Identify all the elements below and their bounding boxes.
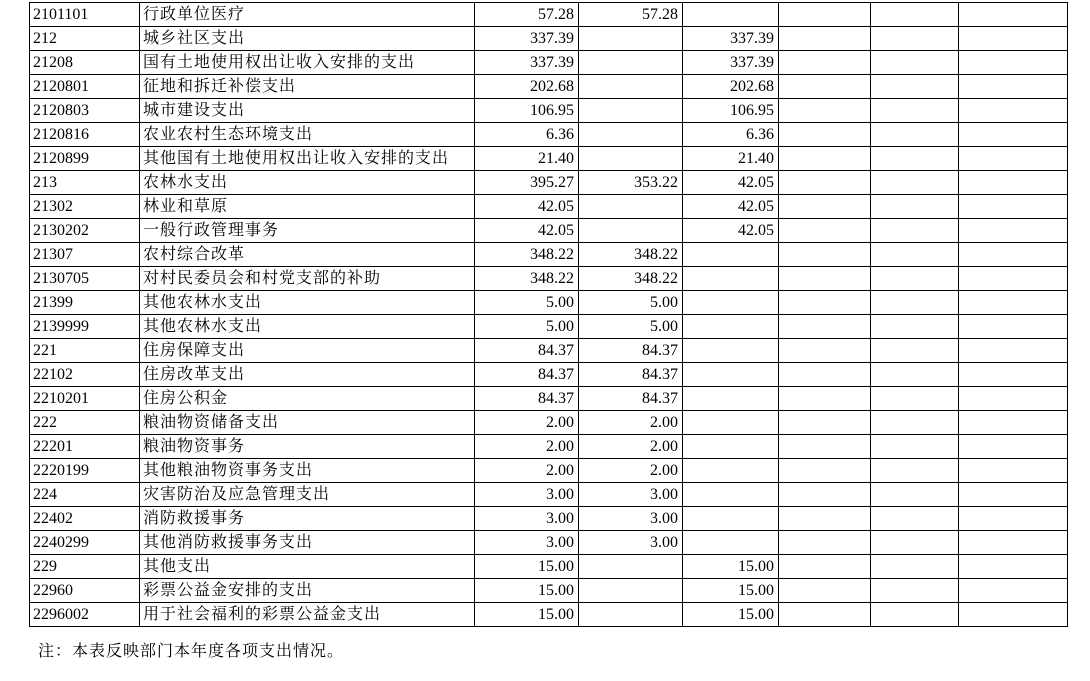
empty-cell (871, 123, 959, 147)
empty-cell (871, 363, 959, 387)
empty-cell (779, 51, 871, 75)
project-expenditure-cell: 42.05 (683, 195, 779, 219)
empty-cell (871, 195, 959, 219)
basic-expenditure-cell (579, 147, 683, 171)
empty-cell (959, 51, 1068, 75)
table-row (30, 123, 1068, 147)
project-expenditure-cell (683, 339, 779, 363)
subject-name-cell: 林业和草原 (140, 195, 475, 219)
project-expenditure-cell: 15.00 (683, 555, 779, 579)
basic-expenditure-cell: 5.00 (579, 315, 683, 339)
subject-name-cell: 住房公积金 (140, 387, 475, 411)
basic-expenditure-cell: 57.28 (579, 3, 683, 27)
table-row (30, 435, 1068, 459)
empty-cell (871, 483, 959, 507)
empty-cell (871, 267, 959, 291)
empty-cell (871, 555, 959, 579)
subject-code-cell: 2101101 (30, 3, 140, 27)
table-row (30, 579, 1068, 603)
total-amount-cell: 348.22 (475, 243, 579, 267)
subject-name-cell: 其他农林水支出 (140, 291, 475, 315)
total-amount-cell: 84.37 (475, 339, 579, 363)
empty-cell (871, 339, 959, 363)
total-amount-cell: 15.00 (475, 555, 579, 579)
subject-code-cell: 21307 (30, 243, 140, 267)
subject-code-cell: 2220199 (30, 459, 140, 483)
total-amount-cell: 395.27 (475, 171, 579, 195)
project-expenditure-cell: 42.05 (683, 219, 779, 243)
total-amount-cell: 3.00 (475, 483, 579, 507)
total-amount-cell: 202.68 (475, 75, 579, 99)
subject-code-cell: 2120816 (30, 123, 140, 147)
subject-code-cell: 2120899 (30, 147, 140, 171)
empty-cell (779, 243, 871, 267)
basic-expenditure-cell: 2.00 (579, 435, 683, 459)
project-expenditure-cell: 15.00 (683, 579, 779, 603)
table-row (30, 555, 1068, 579)
subject-code-cell: 2240299 (30, 531, 140, 555)
empty-cell (959, 387, 1068, 411)
subject-code-cell: 2130705 (30, 267, 140, 291)
total-amount-cell: 106.95 (475, 99, 579, 123)
empty-cell (871, 459, 959, 483)
subject-code-cell: 2139999 (30, 315, 140, 339)
subject-name-cell: 国有土地使用权出让收入安排的支出 (140, 51, 475, 75)
empty-cell (871, 243, 959, 267)
basic-expenditure-cell: 3.00 (579, 531, 683, 555)
total-amount-cell: 21.40 (475, 147, 579, 171)
basic-expenditure-cell: 84.37 (579, 387, 683, 411)
subject-name-cell: 粮油物资储备支出 (140, 411, 475, 435)
subject-code-cell: 2120801 (30, 75, 140, 99)
empty-cell (871, 3, 959, 27)
empty-cell (959, 555, 1068, 579)
subject-code-cell: 212 (30, 27, 140, 51)
basic-expenditure-cell: 5.00 (579, 291, 683, 315)
basic-expenditure-cell (579, 75, 683, 99)
project-expenditure-cell: 6.36 (683, 123, 779, 147)
empty-cell (959, 507, 1068, 531)
table-row (30, 195, 1068, 219)
table-row (30, 147, 1068, 171)
total-amount-cell: 337.39 (475, 51, 579, 75)
project-expenditure-cell (683, 387, 779, 411)
subject-code-cell: 222 (30, 411, 140, 435)
empty-cell (779, 195, 871, 219)
basic-expenditure-cell (579, 579, 683, 603)
basic-expenditure-cell: 2.00 (579, 459, 683, 483)
empty-cell (959, 195, 1068, 219)
basic-expenditure-cell: 84.37 (579, 363, 683, 387)
project-expenditure-cell (683, 483, 779, 507)
table-row (30, 219, 1068, 243)
subject-name-cell: 其他粮油物资事务支出 (140, 459, 475, 483)
empty-cell (959, 75, 1068, 99)
subject-name-cell: 其他农林水支出 (140, 315, 475, 339)
project-expenditure-cell (683, 507, 779, 531)
expenditure-sheet (29, 2, 1068, 627)
project-expenditure-cell (683, 435, 779, 459)
table-row (30, 603, 1068, 627)
table-row (30, 99, 1068, 123)
empty-cell (871, 291, 959, 315)
project-expenditure-cell (683, 315, 779, 339)
empty-cell (779, 603, 871, 627)
empty-cell (959, 147, 1068, 171)
subject-name-cell: 其他国有土地使用权出让收入安排的支出 (140, 147, 475, 171)
empty-cell (959, 267, 1068, 291)
empty-cell (959, 339, 1068, 363)
subject-code-cell: 2210201 (30, 387, 140, 411)
subject-code-cell: 213 (30, 171, 140, 195)
empty-cell (779, 27, 871, 51)
empty-cell (779, 291, 871, 315)
empty-cell (779, 483, 871, 507)
subject-name-cell: 住房改革支出 (140, 363, 475, 387)
total-amount-cell: 5.00 (475, 315, 579, 339)
total-amount-cell: 84.37 (475, 363, 579, 387)
project-expenditure-cell: 15.00 (683, 603, 779, 627)
table-row (30, 483, 1068, 507)
empty-cell (871, 219, 959, 243)
empty-cell (871, 27, 959, 51)
project-expenditure-cell: 21.40 (683, 147, 779, 171)
empty-cell (959, 459, 1068, 483)
basic-expenditure-cell (579, 51, 683, 75)
empty-cell (959, 243, 1068, 267)
subject-name-cell: 城乡社区支出 (140, 27, 475, 51)
project-expenditure-cell (683, 531, 779, 555)
table-row (30, 507, 1068, 531)
empty-cell (779, 75, 871, 99)
empty-cell (779, 387, 871, 411)
basic-expenditure-cell: 3.00 (579, 507, 683, 531)
table-row (30, 243, 1068, 267)
empty-cell (871, 99, 959, 123)
subject-name-cell: 用于社会福利的彩票公益金支出 (140, 603, 475, 627)
basic-expenditure-cell (579, 555, 683, 579)
table-row (30, 387, 1068, 411)
empty-cell (871, 171, 959, 195)
empty-cell (959, 99, 1068, 123)
table-row (30, 267, 1068, 291)
basic-expenditure-cell (579, 27, 683, 51)
subject-code-cell: 221 (30, 339, 140, 363)
empty-cell (779, 435, 871, 459)
subject-name-cell: 农村综合改革 (140, 243, 475, 267)
basic-expenditure-cell: 3.00 (579, 483, 683, 507)
table-footnote: 注：本表反映部门本年度各项支出情况。 (38, 643, 345, 660)
subject-name-cell: 对村民委员会和村党支部的补助 (140, 267, 475, 291)
basic-expenditure-cell: 2.00 (579, 411, 683, 435)
empty-cell (779, 99, 871, 123)
subject-name-cell: 农业农村生态环境支出 (140, 123, 475, 147)
total-amount-cell: 337.39 (475, 27, 579, 51)
table-row (30, 291, 1068, 315)
basic-expenditure-cell: 348.22 (579, 267, 683, 291)
total-amount-cell: 5.00 (475, 291, 579, 315)
subject-code-cell: 21302 (30, 195, 140, 219)
table-row (30, 3, 1068, 27)
empty-cell (959, 3, 1068, 27)
project-expenditure-cell (683, 3, 779, 27)
basic-expenditure-cell (579, 195, 683, 219)
subject-name-cell: 住房保障支出 (140, 339, 475, 363)
empty-cell (959, 363, 1068, 387)
total-amount-cell: 2.00 (475, 411, 579, 435)
total-amount-cell: 3.00 (475, 507, 579, 531)
expenditure-table (29, 2, 1068, 627)
table-row (30, 171, 1068, 195)
empty-cell (871, 531, 959, 555)
total-amount-cell: 42.05 (475, 219, 579, 243)
empty-cell (779, 147, 871, 171)
empty-cell (871, 435, 959, 459)
empty-cell (871, 579, 959, 603)
subject-code-cell: 22201 (30, 435, 140, 459)
subject-name-cell: 征地和拆迁补偿支出 (140, 75, 475, 99)
empty-cell (959, 315, 1068, 339)
empty-cell (871, 387, 959, 411)
empty-cell (779, 579, 871, 603)
table-row (30, 531, 1068, 555)
empty-cell (871, 147, 959, 171)
basic-expenditure-cell (579, 219, 683, 243)
total-amount-cell: 6.36 (475, 123, 579, 147)
table-body (30, 3, 1068, 627)
project-expenditure-cell (683, 411, 779, 435)
empty-cell (871, 315, 959, 339)
empty-cell (959, 603, 1068, 627)
empty-cell (959, 123, 1068, 147)
table-row (30, 51, 1068, 75)
total-amount-cell: 348.22 (475, 267, 579, 291)
project-expenditure-cell (683, 291, 779, 315)
subject-code-cell: 229 (30, 555, 140, 579)
empty-cell (779, 363, 871, 387)
empty-cell (871, 411, 959, 435)
empty-cell (959, 579, 1068, 603)
subject-name-cell: 粮油物资事务 (140, 435, 475, 459)
total-amount-cell: 2.00 (475, 435, 579, 459)
empty-cell (871, 507, 959, 531)
empty-cell (779, 459, 871, 483)
subject-name-cell: 城市建设支出 (140, 99, 475, 123)
project-expenditure-cell: 337.39 (683, 51, 779, 75)
subject-name-cell: 彩票公益金安排的支出 (140, 579, 475, 603)
project-expenditure-cell: 337.39 (683, 27, 779, 51)
subject-name-cell: 农林水支出 (140, 171, 475, 195)
project-expenditure-cell (683, 243, 779, 267)
total-amount-cell: 2.00 (475, 459, 579, 483)
subject-code-cell: 22102 (30, 363, 140, 387)
empty-cell (779, 315, 871, 339)
basic-expenditure-cell (579, 123, 683, 147)
empty-cell (959, 171, 1068, 195)
subject-code-cell: 22402 (30, 507, 140, 531)
empty-cell (779, 3, 871, 27)
subject-code-cell: 21208 (30, 51, 140, 75)
empty-cell (959, 531, 1068, 555)
empty-cell (779, 219, 871, 243)
table-row (30, 315, 1068, 339)
subject-code-cell: 21399 (30, 291, 140, 315)
empty-cell (959, 27, 1068, 51)
empty-cell (779, 531, 871, 555)
total-amount-cell: 3.00 (475, 531, 579, 555)
basic-expenditure-cell: 348.22 (579, 243, 683, 267)
table-row (30, 459, 1068, 483)
empty-cell (871, 51, 959, 75)
table-row (30, 339, 1068, 363)
basic-expenditure-cell: 353.22 (579, 171, 683, 195)
empty-cell (871, 603, 959, 627)
subject-code-cell: 224 (30, 483, 140, 507)
basic-expenditure-cell (579, 603, 683, 627)
subject-name-cell: 灾害防治及应急管理支出 (140, 483, 475, 507)
empty-cell (959, 483, 1068, 507)
total-amount-cell: 42.05 (475, 195, 579, 219)
subject-name-cell: 其他消防救援事务支出 (140, 531, 475, 555)
empty-cell (959, 435, 1068, 459)
project-expenditure-cell: 106.95 (683, 99, 779, 123)
total-amount-cell: 84.37 (475, 387, 579, 411)
project-expenditure-cell (683, 459, 779, 483)
project-expenditure-cell: 202.68 (683, 75, 779, 99)
empty-cell (779, 555, 871, 579)
project-expenditure-cell (683, 363, 779, 387)
table-row (30, 363, 1068, 387)
empty-cell (871, 75, 959, 99)
subject-code-cell: 22960 (30, 579, 140, 603)
basic-expenditure-cell: 84.37 (579, 339, 683, 363)
subject-name-cell: 其他支出 (140, 555, 475, 579)
subject-code-cell: 2130202 (30, 219, 140, 243)
table-row (30, 411, 1068, 435)
subject-name-cell: 行政单位医疗 (140, 3, 475, 27)
empty-cell (779, 411, 871, 435)
project-expenditure-cell: 42.05 (683, 171, 779, 195)
total-amount-cell: 15.00 (475, 579, 579, 603)
empty-cell (959, 291, 1068, 315)
total-amount-cell: 57.28 (475, 3, 579, 27)
subject-name-cell: 消防救援事务 (140, 507, 475, 531)
basic-expenditure-cell (579, 99, 683, 123)
project-expenditure-cell (683, 267, 779, 291)
empty-cell (779, 507, 871, 531)
table-row (30, 27, 1068, 51)
empty-cell (959, 411, 1068, 435)
subject-code-cell: 2296002 (30, 603, 140, 627)
subject-name-cell: 一般行政管理事务 (140, 219, 475, 243)
empty-cell (959, 219, 1068, 243)
subject-code-cell: 2120803 (30, 99, 140, 123)
empty-cell (779, 171, 871, 195)
total-amount-cell: 15.00 (475, 603, 579, 627)
table-row (30, 75, 1068, 99)
empty-cell (779, 267, 871, 291)
empty-cell (779, 339, 871, 363)
empty-cell (779, 123, 871, 147)
